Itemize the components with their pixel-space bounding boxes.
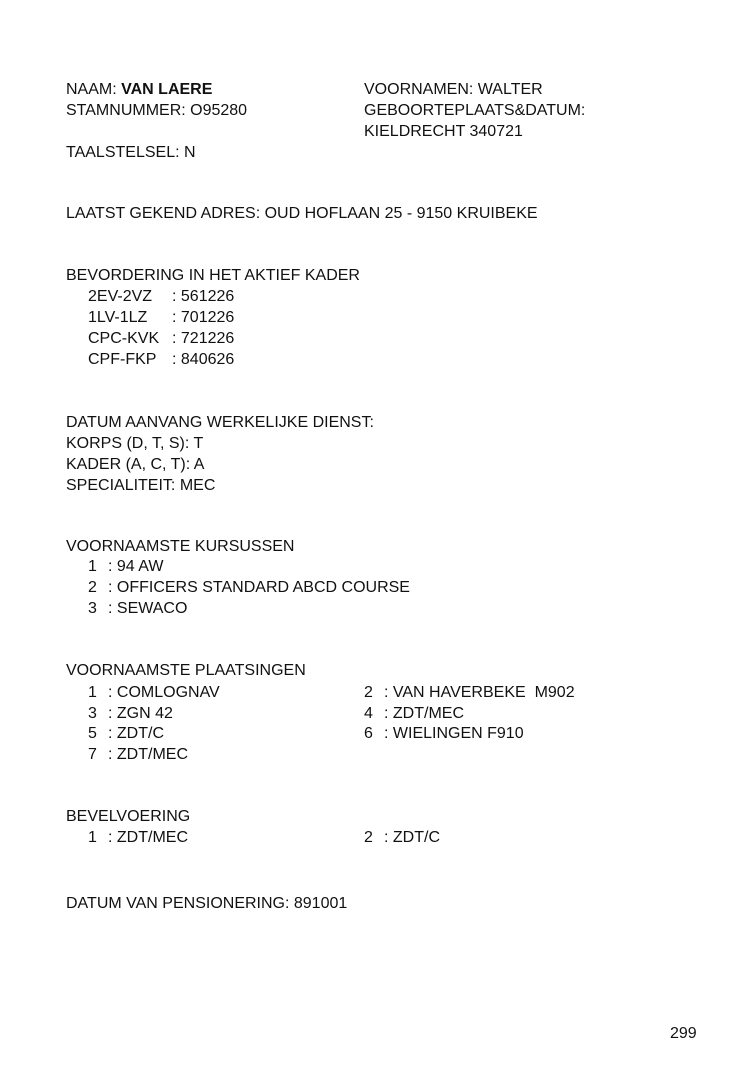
geboorte-value: KIELDRECHT 340721: [364, 123, 523, 140]
item-text: : ZGN 42: [108, 705, 173, 722]
bevelvoering-item: [88, 828, 188, 848]
kursus-item: [88, 599, 187, 619]
item-text: : 94 AW: [108, 558, 164, 575]
plaatsing-item: [88, 745, 188, 765]
item-text: : ZDT/MEC: [108, 829, 188, 846]
item-number: 2: [364, 684, 373, 701]
page-number: 299: [670, 1025, 697, 1042]
rank-code: 1LV-1LZ: [88, 309, 148, 326]
plaatsing-item: [88, 724, 164, 744]
naam-value: VAN LAERE: [121, 81, 213, 98]
rank-date: : 701226: [172, 309, 235, 326]
plaatsing-item: [88, 704, 173, 724]
adres-label: LAATST GEKEND ADRES:: [66, 205, 265, 222]
item-text: : ZDT/MEC: [108, 746, 188, 763]
rank-code: CPF-FKP: [88, 351, 157, 368]
item-text: : COMLOGNAV: [108, 684, 220, 701]
item-number: 2: [364, 829, 373, 846]
item-number: 1: [88, 829, 97, 846]
voornamen-value: WALTER: [477, 81, 543, 98]
plaatsing-item: [88, 683, 220, 703]
bevelvoering-heading: BEVELVOERING: [66, 808, 191, 825]
plaatsing-item: [364, 683, 575, 703]
adres-value: OUD HOFLAAN 25 - 9150 KRUIBEKE: [264, 205, 538, 222]
voornamen-label: VOORNAMEN:: [364, 81, 478, 98]
bevelvoering-item: [364, 828, 440, 848]
voornamen-line: [364, 80, 543, 100]
item-number: 2: [88, 579, 97, 596]
item-number: 1: [88, 684, 97, 701]
naam-line: [66, 80, 212, 100]
rank-date: : 840626: [172, 351, 235, 368]
item-number: 4: [364, 705, 373, 722]
adres-line: [66, 204, 538, 224]
item-text: : SEWACO: [108, 600, 188, 617]
taalstelsel-line: [66, 143, 196, 163]
stamnummer-line: [66, 101, 247, 121]
kursus-item: [88, 557, 163, 577]
item-number: 5: [88, 725, 97, 742]
item-text: : VAN HAVERBEKE M902: [384, 684, 575, 701]
geboorte-label: GEBOORTEPLAATS&DATUM:: [364, 102, 586, 119]
item-text: : WIELINGEN F910: [384, 725, 524, 742]
naam-label: NAAM:: [66, 81, 122, 98]
stamnummer-label: STAMNUMMER:: [66, 102, 191, 119]
stamnummer-value: O95280: [190, 102, 248, 119]
item-text: : ZDT/C: [384, 829, 440, 846]
item-text: : ZDT/MEC: [384, 705, 464, 722]
pensionering-line: DATUM VAN PENSIONERING: 891001: [66, 895, 348, 912]
rank-code: 2EV-2VZ: [88, 288, 153, 305]
taalstelsel-value: N: [183, 144, 196, 161]
bevordering-heading: BEVORDERING IN HET AKTIEF KADER: [66, 267, 360, 284]
rank-date: : 721226: [172, 330, 235, 347]
kursussen-heading: VOORNAAMSTE KURSUSSEN: [66, 538, 295, 555]
item-text: : ZDT/C: [108, 725, 164, 742]
item-number: 1: [88, 558, 97, 575]
kursus-item: [88, 578, 410, 598]
rank-code: CPC-KVK: [88, 330, 160, 347]
item-text: : OFFICERS STANDARD ABCD COURSE: [108, 579, 410, 596]
korps-line: KORPS (D, T, S): T: [66, 435, 204, 452]
kader-line: KADER (A, C, T): A: [66, 456, 205, 473]
taalstelsel-label: TAALSTELSEL:: [66, 144, 184, 161]
specialiteit-line: SPECIALITEIT: MEC: [66, 477, 216, 494]
plaatsing-item: [364, 704, 464, 724]
plaatsingen-heading: VOORNAAMSTE PLAATSINGEN: [66, 662, 306, 679]
item-number: 7: [88, 746, 97, 763]
item-number: 3: [88, 705, 97, 722]
bevordering-item: [88, 308, 234, 328]
item-number: 6: [364, 725, 373, 742]
bevordering-item: [88, 287, 234, 307]
rank-date: : 561226: [172, 288, 235, 305]
bevordering-item: [88, 350, 234, 370]
item-number: 3: [88, 600, 97, 617]
dienst-aanvang: DATUM AANVANG WERKELIJKE DIENST:: [66, 414, 374, 431]
bevordering-item: [88, 329, 234, 349]
plaatsing-item: [364, 724, 524, 744]
